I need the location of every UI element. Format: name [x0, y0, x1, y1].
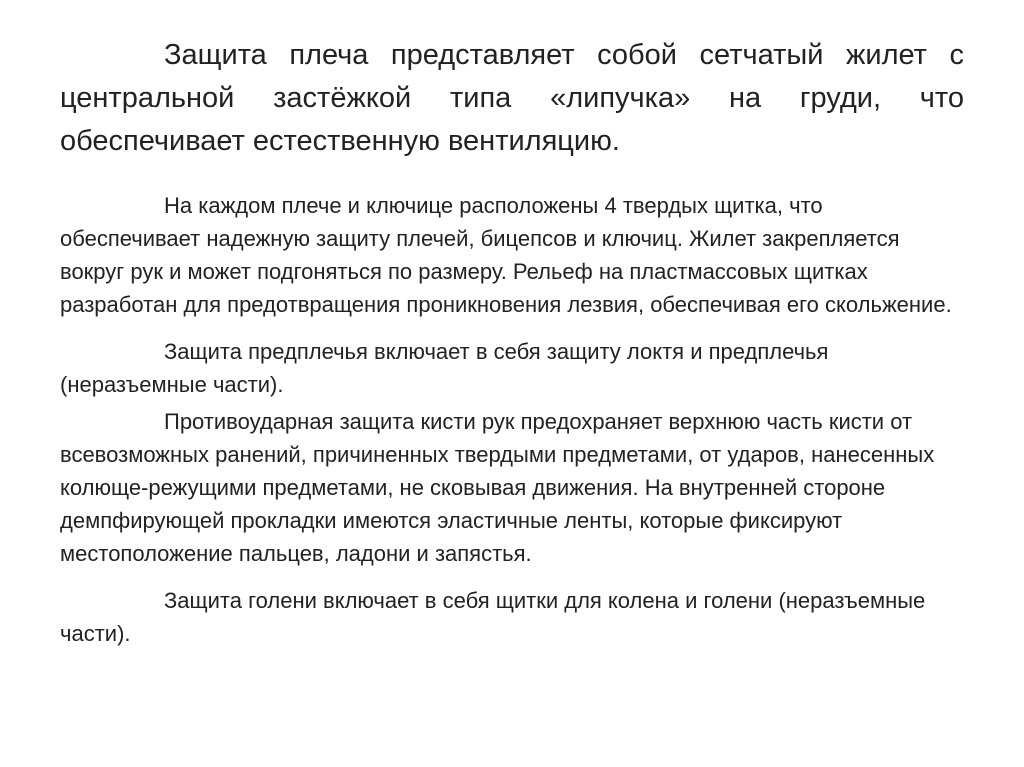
document-page	[60, 34, 964, 650]
paragraph-shin: Защита голени включает в себя щитки для колена и голени (неразъемные части).	[60, 588, 926, 646]
paragraph-shoulder-vest: Защита плеча представляет собой сетчатый жилет с центральной застёжкой типа «липучка» на груди, что обеспечивает естественную вентиляцию.	[60, 39, 964, 157]
paragraph-shoulder-shields: На каждом плече и ключице расположены 4 твердых щитка, что обеспечивает надежную защиту плечей, бицепсов и ключиц. Жилет закрепляется вокруг рук и может подгоняться по размеру. Рельеф на пластмассовых щитках разработан для предотвращения проникновения лезвия, обеспечивая его скольжение.	[60, 193, 952, 317]
paragraph-hand: Противоударная защита кисти рук предохраняет верхнюю часть кисти от всевозможных ранений, причиненных твердыми предметами, от ударов, нанесенных колюще-режущими предметами, не сковывая движения. На внутренней стороне демпфирующей прокладки имеются эластичные ленты, которые фиксируют местоположение пальцев, ладони и запястья.	[60, 409, 935, 566]
paragraph-forearm: Защита предплечья включает в себя защиту локтя и предплечья (неразъемные части).	[60, 339, 829, 397]
